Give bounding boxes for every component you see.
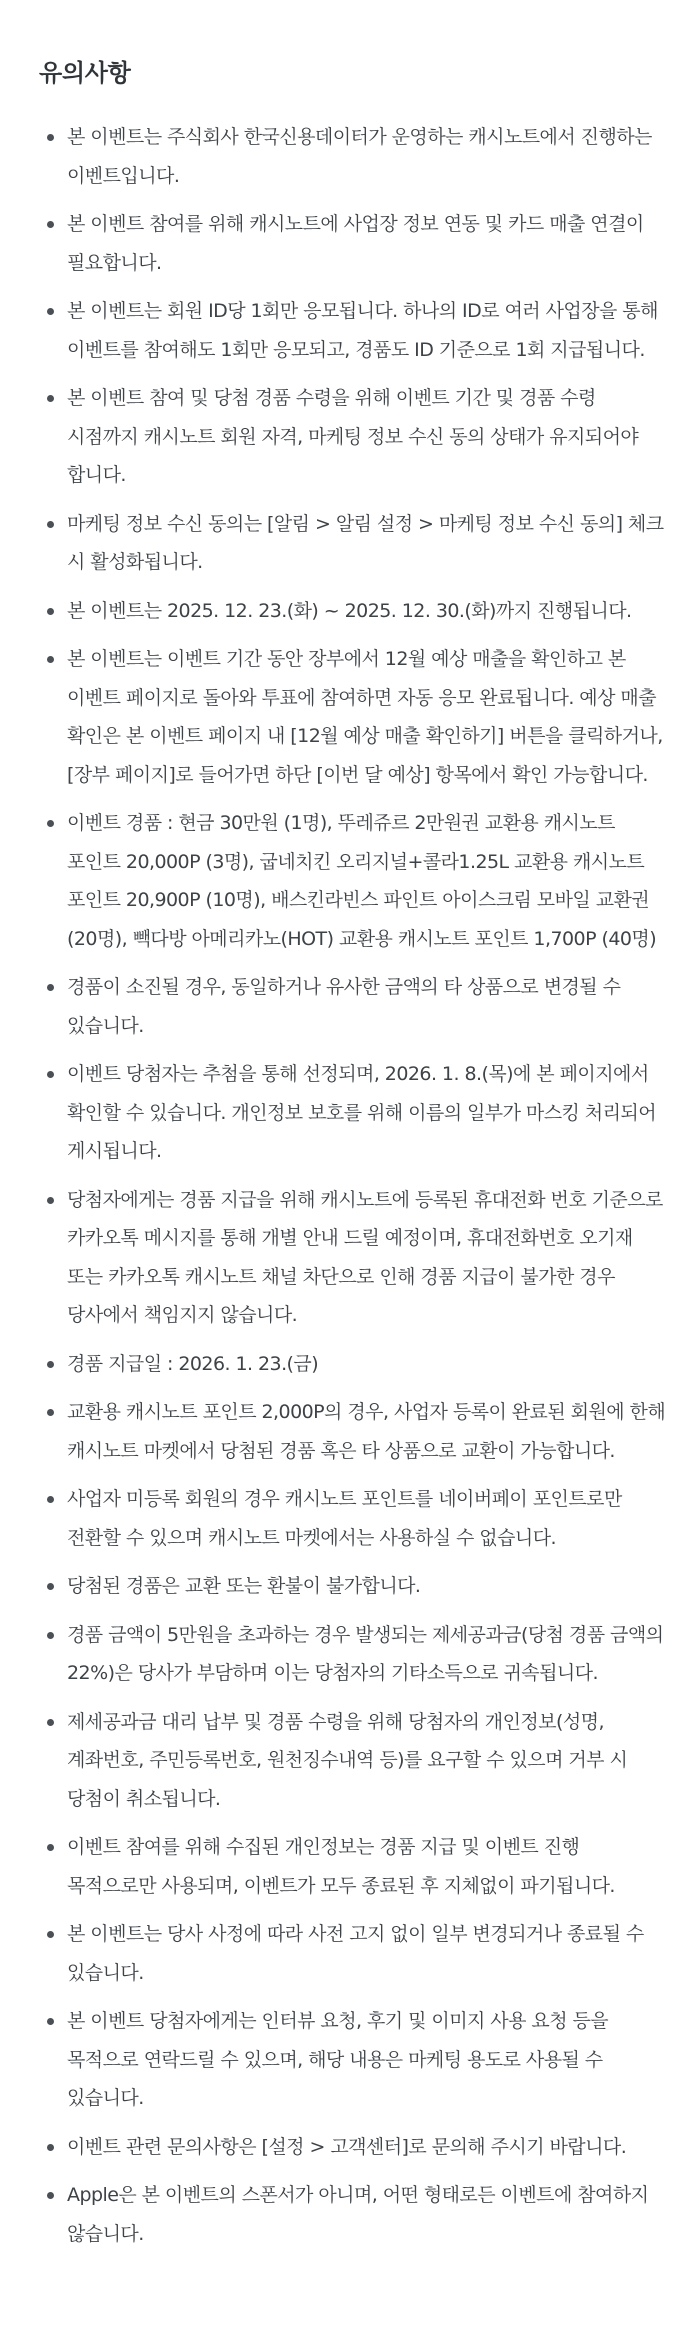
notice-item-text: 본 이벤트는 2025. 12. 23.(화) ~ 2025. 12. 30.(화)까지 진행됩니다. <box>67 599 632 622</box>
bullet-dot-icon <box>47 1632 54 1639</box>
notice-list <box>39 118 672 2253</box>
notice-item <box>39 505 672 582</box>
notice-item-text: 본 이벤트 당첨자에게는 인터뷰 요청, 후기 및 이미지 사용 요청 등을 목적으로 연락드릴 수 있으며, 해당 내용은 마케팅 용도로 사용될 수 있습니다. <box>67 2010 609 2109</box>
notice-item-text: 교환용 캐시노트 포인트 2,000P의 경우, 사업자 등록이 완료된 회원에 한해 캐시노트 마켓에서 당첨된 경품 혹은 타 상품으로 교환이 가능합니다. <box>67 1401 666 1462</box>
bullet-dot-icon <box>47 1931 54 1938</box>
notice-item <box>39 1703 672 1819</box>
bullet-dot-icon <box>47 1719 54 1726</box>
bullet-dot-icon <box>47 656 54 663</box>
bullet-dot-icon <box>47 308 54 315</box>
bullet-dot-icon <box>47 1071 54 1078</box>
bullet-dot-icon <box>47 395 54 402</box>
notice-item <box>39 1567 672 1606</box>
notice-item <box>39 292 672 369</box>
bullet-dot-icon <box>47 1361 54 1368</box>
bullet-dot-icon <box>47 2144 54 2151</box>
bullet-dot-icon <box>47 1844 54 1851</box>
notice-item-text: 마케팅 정보 수신 동의는 [알림 > 알림 설정 > 마케팅 정보 수신 동의] 체크 시 활성화됩니다. <box>67 512 664 573</box>
notice-item-text: 이벤트 경품 : 현금 30만원 (1명), 뚜레쥬르 2만원권 교환용 캐시노트 포인트 20,000P (3명), 굽네치킨 오리지널+콜라1.25L 교환용 캐시노트 포인트 20,900P (10명), 배스킨라빈스 파인트 아이스크림 모바일 교환권 (20명), 빽다방 아메리카노(HOT) 교환용 캐시노트 포인트 1,700P (40명) <box>67 812 657 950</box>
notice-item-text: 본 이벤트는 당사 사정에 따라 사전 고지 없이 일부 변경되거나 종료될 수 있습니다. <box>67 1923 644 1984</box>
notice-item <box>39 1828 672 1905</box>
notice-item <box>39 640 672 794</box>
bullet-dot-icon <box>47 1197 54 1204</box>
notice-item-text: 이벤트 당첨자는 추첨을 통해 선정되며, 2026. 1. 8.(목)에 본 페이지에서 확인할 수 있습니다. 개인정보 보호를 위해 이름의 일부가 마스킹 처리되어 게시됩니다. <box>67 1063 657 1162</box>
notice-item <box>39 379 672 495</box>
bullet-dot-icon <box>47 608 54 615</box>
notice-item <box>39 1055 672 1171</box>
bullet-dot-icon <box>47 984 54 991</box>
notice-item <box>39 1393 672 1470</box>
notice-item-text: Apple은 본 이벤트의 스폰서가 아니며, 어떤 형태로든 이벤트에 참여하지 않습니다. <box>67 2184 649 2245</box>
bullet-dot-icon <box>47 521 54 528</box>
notice-item-text: 이벤트 관련 문의사항은 [설정 > 고객센터]로 문의해 주시기 바랍니다. <box>67 2135 627 2158</box>
notice-item-text: 본 이벤트는 이벤트 기간 동안 장부에서 12월 예상 매출을 확인하고 본 이벤트 페이지로 돌아와 투표에 참여하면 자동 응모 완료됩니다. 예상 매출 확인은 본 이벤트 페이지 내 [12월 예상 매출 확인하기] 버튼을 클릭하거나, [장부 페이지]로 들어가면 하단 [이번 달 예상] 항목에서 확인 가능합니다. <box>67 648 663 786</box>
notice-item <box>39 205 672 282</box>
bullet-dot-icon <box>47 221 54 228</box>
notice-item <box>39 804 672 958</box>
notice-item-text: 사업자 미등록 회원의 경우 캐시노트 포인트를 네이버페이 포인트로만 전환할 수 있으며 캐시노트 마켓에서는 사용하실 수 없습니다. <box>67 1488 622 1549</box>
bullet-dot-icon <box>47 1496 54 1503</box>
notice-item-text: 경품 금액이 5만원을 초과하는 경우 발생되는 제세공과금(당첨 경품 금액의 22%)은 당사가 부담하며 이는 당첨자의 기타소득으로 귀속됩니다. <box>67 1623 664 1684</box>
notice-item <box>39 2128 672 2167</box>
bullet-dot-icon <box>47 2192 54 2199</box>
notice-item-text: 본 이벤트 참여를 위해 캐시노트에 사업장 정보 연동 및 카드 매출 연결이 필요합니다. <box>67 213 644 274</box>
notice-item-text: 본 이벤트는 주식회사 한국신용데이터가 운영하는 캐시노트에서 진행하는 이벤트입니다. <box>67 126 652 187</box>
bullet-dot-icon <box>47 1409 54 1416</box>
notice-item-text: 경품이 소진될 경우, 동일하거나 유사한 금액의 타 상품으로 변경될 수 있습니다. <box>67 976 621 1037</box>
notice-item <box>39 1616 672 1693</box>
notice-item-text: 본 이벤트 참여 및 당첨 경품 수령을 위해 이벤트 기간 및 경품 수령 시점까지 캐시노트 회원 자격, 마케팅 정보 수신 동의 상태가 유지되어야 합니다. <box>67 387 639 486</box>
notice-item-text: 당첨된 경품은 교환 또는 환불이 불가합니다. <box>67 1575 421 1597</box>
bullet-dot-icon <box>47 2018 54 2025</box>
notice-title: 유의사항 <box>39 59 131 87</box>
notice-item-text: 경품 지급일 : 2026. 1. 23.(금) <box>67 1352 319 1375</box>
notice-item <box>39 2176 672 2253</box>
bullet-dot-icon <box>47 134 54 141</box>
bullet-dot-icon <box>47 820 54 827</box>
bullet-dot-icon <box>47 1583 54 1590</box>
notice-item <box>39 2002 672 2118</box>
notice-item <box>39 118 672 195</box>
notice-item-text: 제세공과금 대리 납부 및 경품 수령을 위해 당첨자의 개인정보(성명, 계좌번호, 주민등록번호, 원천징수내역 등)를 요구할 수 있으며 거부 시 당첨이 취소됩니다. <box>67 1710 628 1810</box>
notice-item <box>39 1181 672 1335</box>
notice-item <box>39 1345 672 1384</box>
notice-item <box>39 592 672 631</box>
notice-item <box>39 1480 672 1557</box>
notice-item <box>39 968 672 1045</box>
notice-item <box>39 1915 672 1992</box>
notice-item-text: 본 이벤트는 회원 ID당 1회만 응모됩니다. 하나의 ID로 여러 사업장을 통해 이벤트를 참여해도 1회만 응모되고, 경품도 ID 기준으로 1회 지급됩니다. <box>67 300 658 361</box>
notice-item-text: 당첨자에게는 경품 지급을 위해 캐시노트에 등록된 휴대전화 번호 기준으로 카카오톡 메시지를 통해 개별 안내 드릴 예정이며, 휴대전화번호 오기재 또는 카카오톡 캐시노트 채널 차단으로 인해 경품 지급이 불가한 경우 당사에서 책임지지 않습니다. <box>67 1188 663 1326</box>
notice-item-text: 이벤트 참여를 위해 수집된 개인정보는 경품 지급 및 이벤트 진행 목적으로만 사용되며, 이벤트가 모두 종료된 후 지체없이 파기됩니다. <box>67 1836 615 1897</box>
